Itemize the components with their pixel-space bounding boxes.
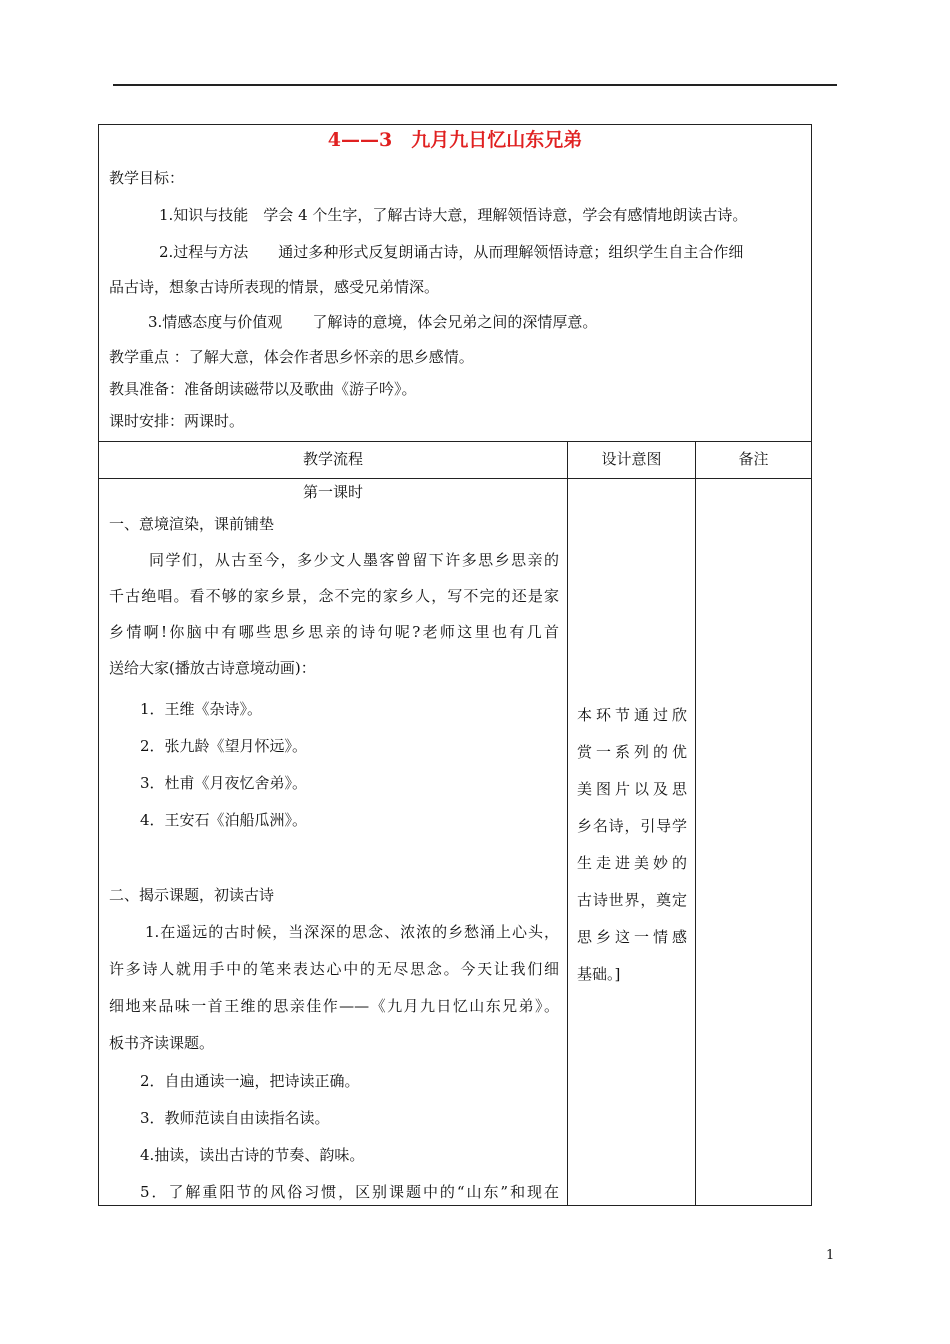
poem-item: 4．王安石《泊船瓜洲》。 bbox=[140, 811, 308, 829]
page-number: 1 bbox=[826, 1248, 835, 1263]
header-rule bbox=[113, 84, 837, 86]
paragraph-1-line: 千古绝唱。看不够的家乡景，念不完的家乡人，写不完的还是家 bbox=[109, 587, 559, 605]
materials: 教具准备：准备朗读磁带以及歌曲《游子吟》。 bbox=[109, 380, 417, 398]
paragraph-2-line: 细地来品味一首王维的思亲佳作——《九月九日忆山东兄弟》。 bbox=[109, 997, 559, 1015]
step-item: 2．自由通读一遍，把诗读正确。 bbox=[140, 1072, 360, 1090]
header-rule-bottom bbox=[99, 478, 811, 479]
section-1-heading: 一、意境渲染，课前铺垫 bbox=[109, 515, 275, 533]
schedule: 课时安排：两课时。 bbox=[109, 412, 245, 430]
step-item: 3．教师范读自由读指名读。 bbox=[140, 1109, 330, 1127]
step-item: 4.抽读，读出古诗的节奏、韵味。 bbox=[140, 1146, 365, 1164]
design-intent-line: 美图片以及思 bbox=[577, 780, 687, 798]
poem-item: 2．张九龄《望月怀远》。 bbox=[140, 737, 308, 755]
step-item: 5．了解重阳节的风俗习惯，区别课题中的“山东”和现在 bbox=[140, 1183, 559, 1201]
poem-item: 3．杜甫《月夜忆舍弟》。 bbox=[140, 774, 308, 792]
objective-3: 3.情感态度与价值观 了解诗的意境，体会兄弟之间的深情厚意。 bbox=[148, 313, 598, 331]
section-2-heading: 二、揭示课题，初读古诗 bbox=[109, 886, 275, 904]
header-remarks: 备注 bbox=[696, 441, 811, 479]
objective-2: 2.过程与方法 通过多种形式反复朗诵古诗，从而理解领悟诗意；组织学生自主合作细 bbox=[159, 243, 744, 261]
document-title: 4——3 九月九日忆山东兄弟 bbox=[327, 129, 583, 151]
key-point: 教学重点 ：了解大意，体会作者思乡怀亲的思乡感情。 bbox=[109, 348, 474, 366]
paragraph-2-line: 板书齐读课题。 bbox=[109, 1034, 215, 1052]
paragraph-2-line: 许多诗人就用手中的笔来表达心中的无尽思念。今天让我们细 bbox=[109, 960, 559, 978]
paragraph-2-line: 1.在遥远的古时候，当深深的思念、浓浓的乡愁涌上心头， bbox=[145, 923, 559, 941]
paragraph-1-line: 同学们，从古至今，多少文人墨客曾留下许多思乡思亲的 bbox=[149, 551, 559, 569]
header-teaching-process: 教学流程 bbox=[99, 441, 567, 479]
column-divider-2 bbox=[695, 441, 696, 1205]
column-divider-1 bbox=[567, 441, 568, 1205]
header-design-intent: 设计意图 bbox=[568, 441, 695, 479]
design-intent-line: 思乡这一情感 bbox=[577, 928, 687, 946]
design-intent-line: 赏一系列的优 bbox=[577, 743, 687, 761]
lesson-title: 第一课时 bbox=[302, 483, 363, 501]
objective-2-cont: 品古诗，想象古诗所表现的情景，感受兄弟情深。 bbox=[109, 278, 440, 296]
objective-1: 1.知识与技能 学会 4 个生字，了解古诗大意，理解领悟诗意，学会有感情地朗读古诗。 bbox=[159, 206, 748, 224]
design-intent-line: 乡名诗，引导学 bbox=[577, 817, 687, 835]
overview-section bbox=[99, 125, 811, 442]
paragraph-1-line: 送给大家(播放古诗意境动画)： bbox=[109, 659, 316, 677]
design-intent-line: 基础。] bbox=[577, 965, 621, 983]
objectives-heading: 教学目标： bbox=[109, 169, 185, 187]
poem-item: 1．王维《杂诗》。 bbox=[140, 700, 263, 718]
design-intent-line: 古诗世界，奠定 bbox=[577, 891, 687, 909]
lesson-plan-table bbox=[98, 124, 812, 1206]
design-intent-line: 生走进美妙的 bbox=[577, 854, 687, 872]
paragraph-1-line: 乡情啊!你脑中有哪些思乡思亲的诗句呢?老师这里也有几首 bbox=[109, 623, 559, 641]
design-intent-line: 本环节通过欣 bbox=[577, 706, 687, 724]
